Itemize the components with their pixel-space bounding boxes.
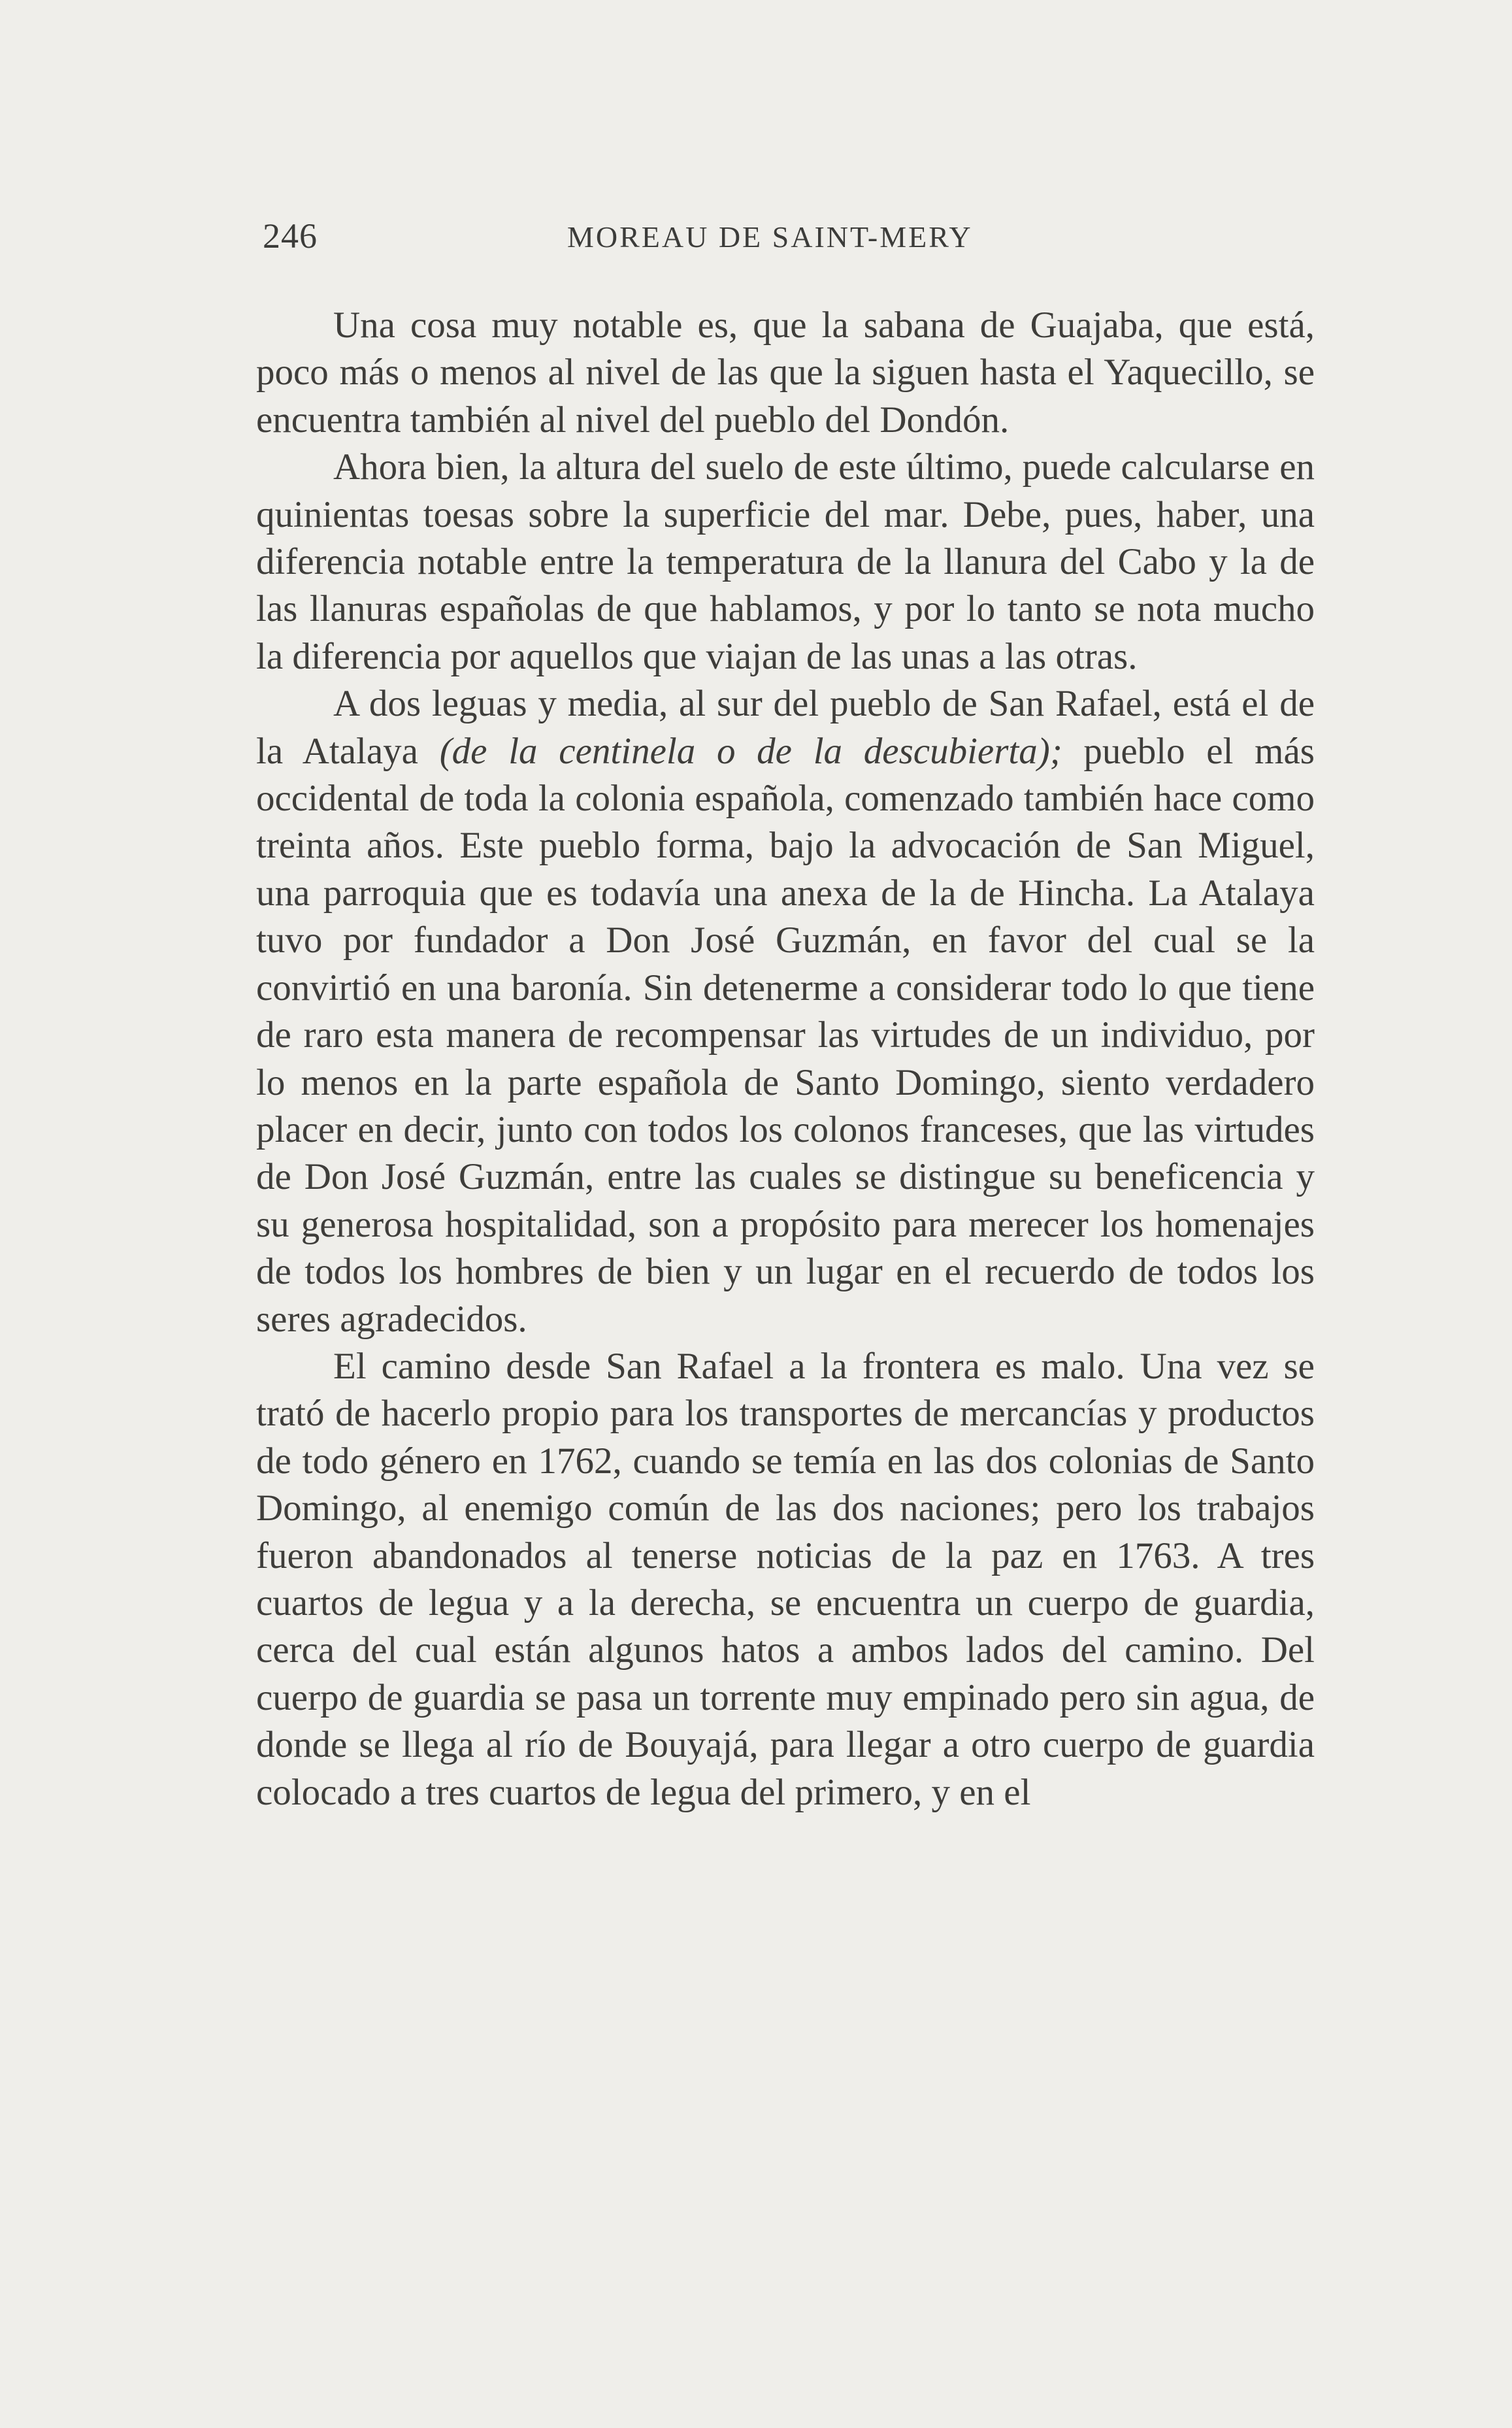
body-text	[256, 302, 1315, 1816]
page-header	[254, 216, 1312, 261]
page-number: 246	[263, 216, 318, 256]
paragraph-1: Una cosa muy notable es, que la sabana de Guajaba, que está, poco más o menos al nivel de las que la siguen hasta el Yaquecillo, se encuentra también al nivel del pueblo del Dondón.	[256, 305, 1315, 441]
paragraph-3-text-before: A dos leguas y media, al sur del pueblo de San Rafael, está el de la Atalaya	[256, 683, 1315, 772]
paragraph-3	[256, 680, 1315, 1343]
paragraph-4: El camino desde San Rafael a la frontera es malo. Una vez se trató de hacerlo propio para los transportes de mercancías y productos de todo género en 1762, cuando se temía en las dos colonias de Santo Domingo, al enemigo común de las dos naciones; pero los trabajos fueron abandonados al tenerse noticias de la paz en 1763. A tres cuartos de legua y a la derecha, se encuentra un cuerpo de guardia, cerca del cual están algunos hatos a ambos lados del camino. Del cuerpo de guardia se pasa un torrente muy empinado pero sin agua, de donde se llega al río de Bouyajá, para llegar a otro cuerpo de guardia colocado a tres cuartos de legua del primero, y en el	[256, 1345, 1315, 1813]
paragraph-2: Ahora bien, la altura del suelo de este último, puede calcularse en quinientas toesas sobre la superficie del mar. Debe, pues, haber, una diferencia notable entre la temperatura de la llanura del Cabo y la de las llanuras españolas de que hablamos, y por lo tanto se nota mucho la diferencia por aquellos que viajan de las unas a las otras.	[256, 446, 1315, 677]
running-head: MOREAU DE SAINT-MERY	[567, 220, 973, 254]
paragraph-3-text-after: pueblo el más occidental de toda la colonia española, comenzado también hace como treinta años. Este pueblo forma, bajo la advocación de San Miguel, una parroquia que es todavía una anexa de la de Hincha. La Atalaya tuvo por fundador a Don José Guzmán, en favor del cual se la convirtió en una baronía. Sin detenerme a considerar todo lo que tiene de raro esta manera de recompensar las virtudes de un individuo, por lo menos en la parte española de Santo Domingo, siento verdadero placer en decir, junto con todos los colonos franceses, que las virtudes de Don José Guzmán, entre las cuales se distingue su beneficencia y su generosa hospitalidad, son a propósito para merecer los homenajes de todos los hombres de bien y un lugar en el recuerdo de todos los seres agradecidos.	[256, 730, 1315, 1340]
paragraph-3-italic-phrase: (de la centinela o de la descubierta);	[439, 730, 1062, 772]
